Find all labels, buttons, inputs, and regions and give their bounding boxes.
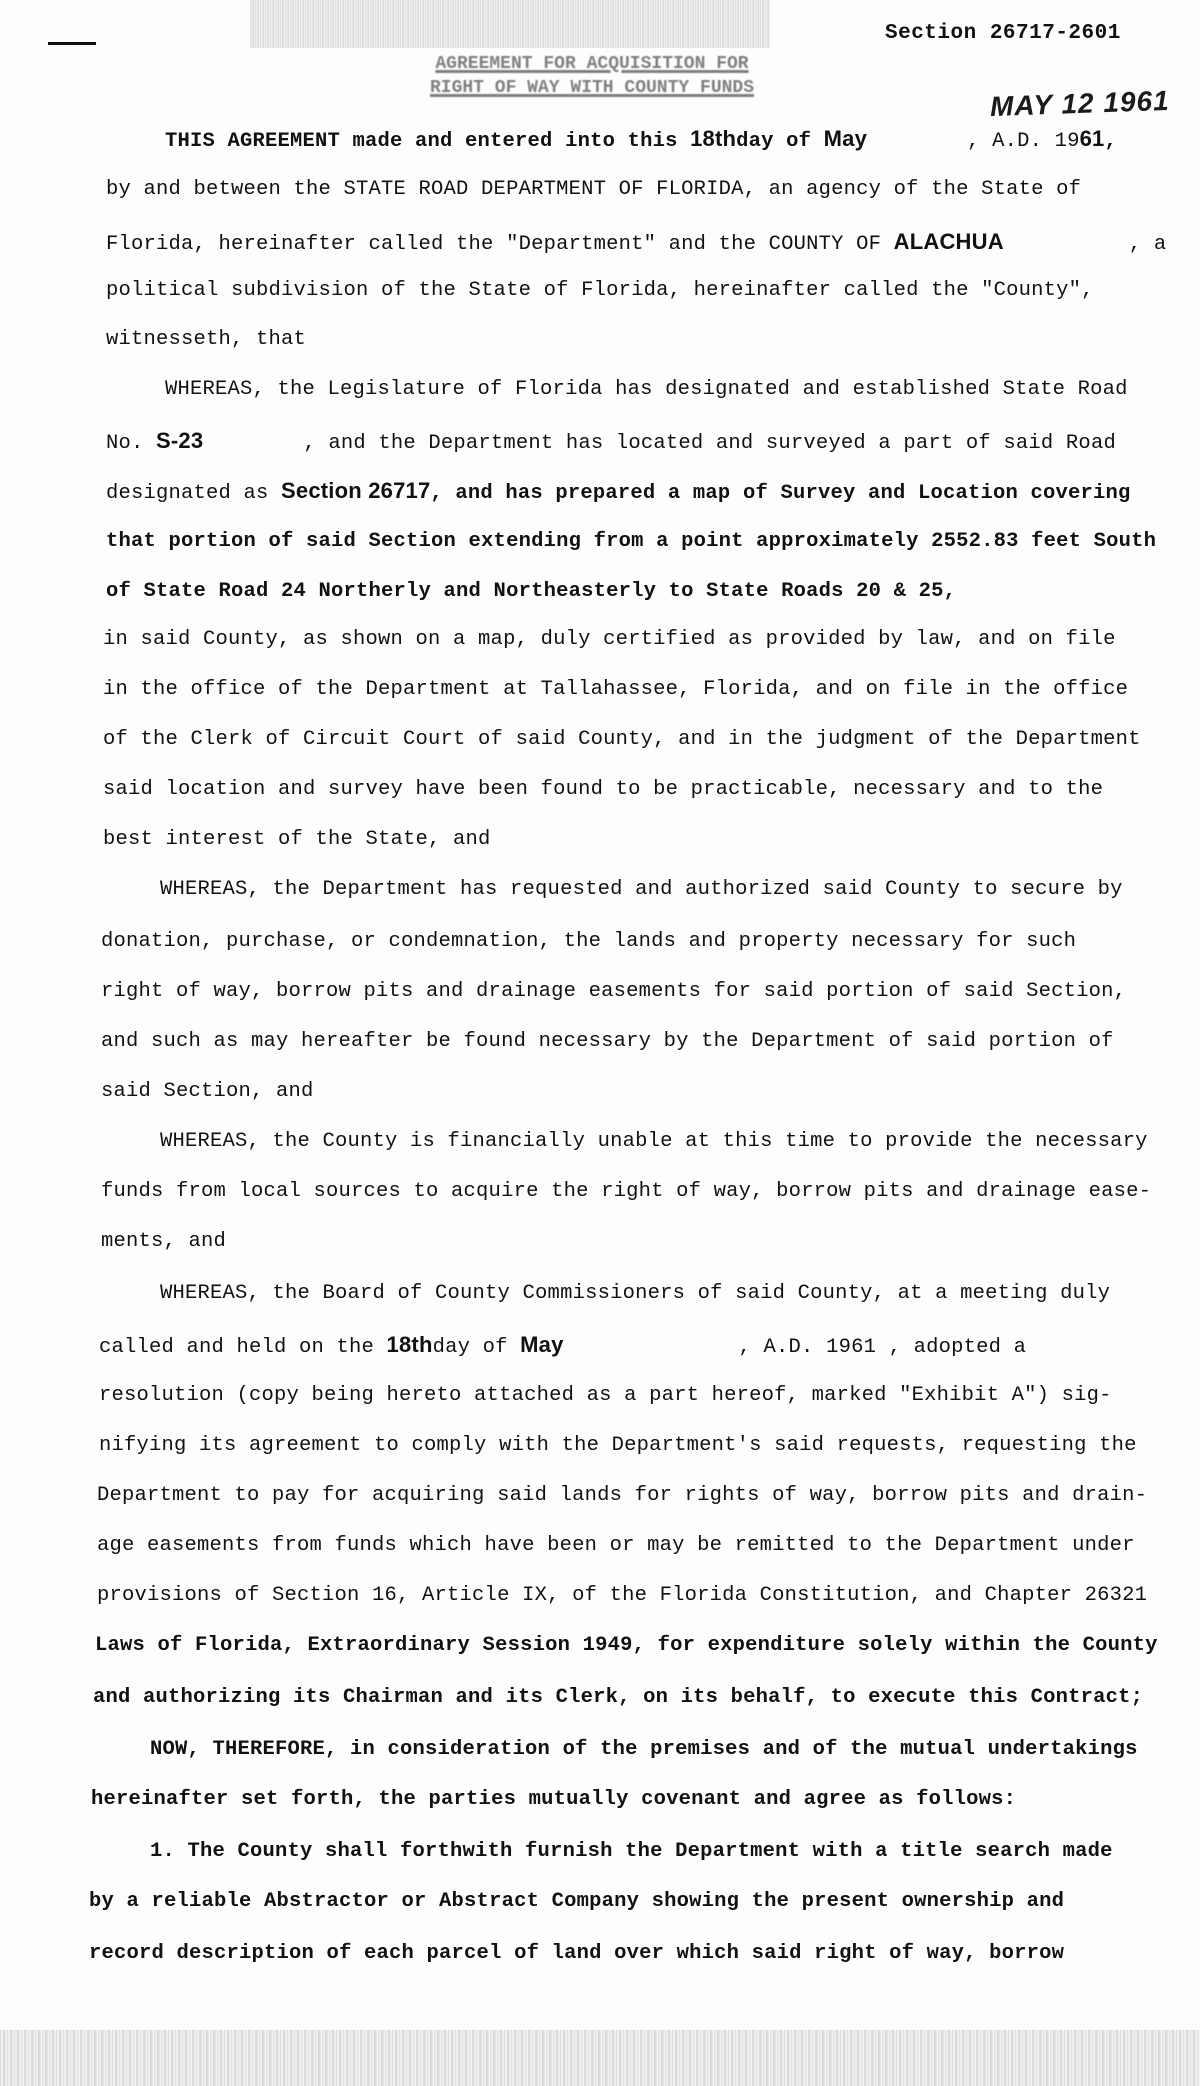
intro-line-1: THIS AGREEMENT made and entered into this 18thday of May , A.D. 1961, (165, 126, 1117, 153)
whereas1-line-1: WHEREAS, the Legislature of Florida has designated and established State Road (165, 378, 1128, 401)
whereas4-line-5: Department to pay for acquiring said lands for rights of way, borrow pits and drain- (97, 1484, 1148, 1507)
agreement-day: 18th (690, 126, 737, 151)
scan-noise-bottom (0, 2030, 1200, 2086)
whereas3-line-1: WHEREAS, the County is financially unable at this time to provide the necessary (160, 1130, 1148, 1153)
agreement-year: 61 (1079, 126, 1105, 151)
received-date-stamp: MAY 12 1961 (989, 84, 1171, 123)
whereas2-line-5: said Section, and (101, 1080, 314, 1103)
intro-line-5: witnesseth, that (106, 328, 307, 351)
whereas4-line-4: nifying its agreement to comply with the Department's said requests, requesting the (99, 1434, 1137, 1457)
agreement-month: May (823, 126, 868, 151)
clause1-line-2: by a reliable Abstractor or Abstract Company showing the present ownership and (89, 1890, 1065, 1913)
whereas1-line-6: in said County, as shown on a map, duly certified as provided by law, and on file (103, 628, 1116, 651)
whereas1-line-3: designated as Section 26717, and has prepared a map of Survey and Location covering (106, 478, 1131, 505)
whereas3-line-2: funds from local sources to acquire the right of way, borrow pits and drainage ease- (101, 1180, 1152, 1203)
margin-dash-mark (48, 42, 96, 45)
whereas2-line-1: WHEREAS, the Department has requested and authorized said County to secure by (160, 878, 1123, 901)
now-therefore-line-2: hereinafter set forth, the parties mutually covenant and agree as follows: (91, 1788, 1017, 1811)
whereas4-line-1: WHEREAS, the Board of County Commissioners of said County, at a meeting duly (160, 1282, 1111, 1305)
title-line-1: AGREEMENT FOR ACQUISITION FOR (435, 54, 749, 74)
clause1-line-1: 1. The County shall forthwith furnish the Department with a title search made (150, 1840, 1113, 1863)
whereas2-line-3: right of way, borrow pits and drainage easements for said portion of said Section, (101, 980, 1127, 1003)
whereas1-line-7: in the office of the Department at Tallahassee, Florida, and on file in the office (103, 678, 1129, 701)
state-road-number: S-23 (156, 428, 204, 453)
intro-line-2: by and between the STATE ROAD DEPARTMENT OF FLORIDA, an agency of the State of (106, 178, 1082, 201)
meeting-day: 18th (386, 1332, 433, 1357)
whereas2-line-4: and such as may hereafter be found necessary by the Department of said portion of (101, 1030, 1114, 1053)
section-reference: Section 26717-2601 (885, 22, 1121, 45)
whereas2-line-2: donation, purchase, or condemnation, the lands and property necessary for such (101, 930, 1077, 953)
whereas1-line-4: that portion of said Section extending from a point approximately 2552.83 feet South (106, 530, 1157, 553)
document-title (372, 52, 812, 100)
whereas4-line-8: Laws of Florida, Extraordinary Session 1949, for expenditure solely within the County (95, 1634, 1158, 1657)
title-line-2: RIGHT OF WAY WITH COUNTY FUNDS (429, 78, 755, 98)
scan-noise-top (250, 0, 770, 48)
whereas3-line-3: ments, and (101, 1230, 227, 1253)
intro-line-3: Florida, hereinafter called the "Department" and the COUNTY OF ALACHUA , a (106, 229, 1167, 256)
meeting-month: May (520, 1332, 564, 1357)
whereas1-line-5: of State Road 24 Northerly and Northeasterly to State Roads 20 & 25, (106, 580, 957, 603)
whereas4-line-6: age easements from funds which have been or may be remitted to the Department under (97, 1534, 1135, 1557)
whereas4-line-9: and authorizing its Chairman and its Clerk, on its behalf, to execute this Contract; (93, 1686, 1144, 1709)
whereas1-line-10: best interest of the State, and (103, 828, 491, 851)
whereas1-line-2: No. S-23 , and the Department has located and surveyed a part of said Road (106, 428, 1116, 455)
whereas1-line-9: said location and survey have been found to be practicable, necessary and to the (103, 778, 1104, 801)
section-number: Section 26717 (281, 478, 431, 503)
intro-line-4: political subdivision of the State of Florida, hereinafter called the "County", (106, 279, 1094, 302)
clause1-line-3: record description of each parcel of land over which said right of way, borrow (89, 1942, 1065, 1965)
county-name: ALACHUA (893, 229, 1004, 254)
whereas1-line-8: of the Clerk of Circuit Court of said County, and in the judgment of the Department (103, 728, 1141, 751)
whereas4-line-2: called and held on the 18thday of May , A.D. 1961 , adopted a (99, 1332, 1027, 1359)
whereas4-line-3: resolution (copy being hereto attached as a part hereof, marked "Exhibit A") sig- (99, 1384, 1112, 1407)
meeting-year: 1961 (826, 1336, 877, 1359)
whereas4-line-7: provisions of Section 16, Article IX, of the Florida Constitution, and Chapter 26321 (97, 1584, 1148, 1607)
now-therefore-line-1: NOW, THEREFORE, in consideration of the premises and of the mutual undertakings (150, 1738, 1138, 1761)
